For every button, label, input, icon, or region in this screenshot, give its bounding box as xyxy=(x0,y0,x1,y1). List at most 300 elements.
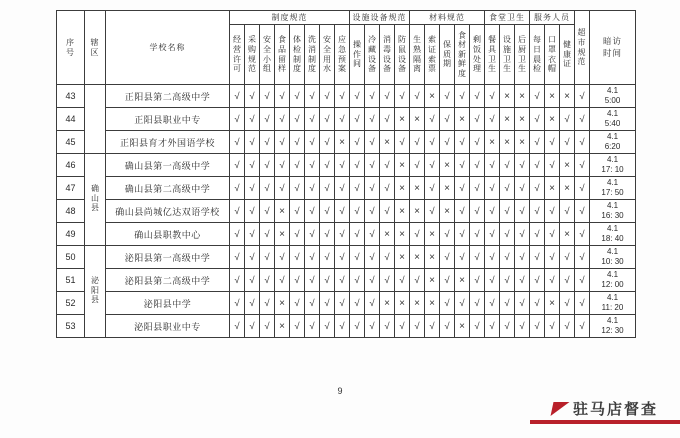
brand-underline-bar xyxy=(530,420,680,424)
row-number: 50 xyxy=(57,246,85,269)
check-mark: √ xyxy=(560,131,575,154)
check-mark: √ xyxy=(575,315,590,338)
check-mark: √ xyxy=(335,154,350,177)
check-mark: √ xyxy=(485,177,500,200)
header-serial-number: 序 号 xyxy=(57,11,85,85)
check-mark: √ xyxy=(260,154,275,177)
check-mark: √ xyxy=(455,246,470,269)
col-header: 洗 消 制 度 xyxy=(305,25,320,85)
check-mark: √ xyxy=(455,223,470,246)
row-number: 52 xyxy=(57,292,85,315)
check-mark: √ xyxy=(455,154,470,177)
cross-mark: × xyxy=(545,85,560,108)
check-mark: √ xyxy=(305,269,320,292)
check-mark: √ xyxy=(560,246,575,269)
check-mark: √ xyxy=(545,223,560,246)
check-mark: √ xyxy=(305,131,320,154)
table-row xyxy=(57,154,636,177)
check-mark: √ xyxy=(230,269,245,292)
col-header: 口 罩 衣 帽 xyxy=(545,25,560,85)
check-mark: √ xyxy=(305,246,320,269)
check-mark: √ xyxy=(380,200,395,223)
col-header: 食 材 新 鲜 度 xyxy=(455,25,470,85)
check-mark: √ xyxy=(320,200,335,223)
cross-mark: × xyxy=(395,246,410,269)
inspection-time: 4.1 18: 40 xyxy=(590,223,636,246)
cross-mark: × xyxy=(395,223,410,246)
cross-mark: × xyxy=(545,108,560,131)
cross-mark: × xyxy=(425,223,440,246)
cross-mark: × xyxy=(395,200,410,223)
check-mark: √ xyxy=(515,269,530,292)
check-mark: √ xyxy=(260,315,275,338)
school-name: 正阳县第二高级中学 xyxy=(106,85,230,108)
school-name: 确山县第二高级中学 xyxy=(106,177,230,200)
table-row xyxy=(57,108,636,131)
check-mark: √ xyxy=(440,315,455,338)
check-mark: √ xyxy=(485,154,500,177)
cross-mark: × xyxy=(455,315,470,338)
check-mark: √ xyxy=(575,177,590,200)
check-mark: √ xyxy=(365,108,380,131)
check-mark: √ xyxy=(500,223,515,246)
check-mark: √ xyxy=(530,108,545,131)
check-mark: √ xyxy=(575,246,590,269)
col-header: 健 康 证 xyxy=(560,25,575,85)
check-mark: √ xyxy=(245,200,260,223)
cross-mark: × xyxy=(425,292,440,315)
check-mark: √ xyxy=(380,85,395,108)
check-mark: √ xyxy=(545,131,560,154)
check-mark: √ xyxy=(335,108,350,131)
check-mark: √ xyxy=(425,108,440,131)
check-mark: √ xyxy=(485,223,500,246)
check-mark: √ xyxy=(230,108,245,131)
check-mark: √ xyxy=(575,154,590,177)
district-cell xyxy=(85,85,106,154)
school-name: 确山县职教中心 xyxy=(106,223,230,246)
check-mark: √ xyxy=(500,246,515,269)
check-mark: √ xyxy=(560,315,575,338)
col-header: 保 质 期 xyxy=(440,25,455,85)
cross-mark: × xyxy=(485,131,500,154)
check-mark: √ xyxy=(545,269,560,292)
check-mark: √ xyxy=(290,131,305,154)
table-row xyxy=(57,131,636,154)
check-mark: √ xyxy=(365,85,380,108)
check-mark: √ xyxy=(260,246,275,269)
check-mark: √ xyxy=(350,292,365,315)
check-mark: √ xyxy=(530,85,545,108)
check-mark: √ xyxy=(320,223,335,246)
table-row xyxy=(57,223,636,246)
check-mark: √ xyxy=(350,154,365,177)
check-mark: √ xyxy=(470,269,485,292)
check-mark: √ xyxy=(275,154,290,177)
check-mark: √ xyxy=(365,269,380,292)
row-number: 43 xyxy=(57,85,85,108)
group-header-service-staff: 服务人员 xyxy=(530,11,575,25)
check-mark: √ xyxy=(440,108,455,131)
check-mark: √ xyxy=(230,154,245,177)
check-mark: √ xyxy=(365,177,380,200)
check-mark: √ xyxy=(230,315,245,338)
check-mark: √ xyxy=(440,292,455,315)
check-mark: √ xyxy=(230,85,245,108)
check-mark: √ xyxy=(260,177,275,200)
row-number: 51 xyxy=(57,269,85,292)
check-mark: √ xyxy=(260,292,275,315)
check-mark: √ xyxy=(260,200,275,223)
check-mark: √ xyxy=(530,177,545,200)
check-mark: √ xyxy=(245,315,260,338)
check-mark: √ xyxy=(485,246,500,269)
check-mark: √ xyxy=(485,200,500,223)
check-mark: √ xyxy=(230,223,245,246)
col-header: 生 熟 隔 离 xyxy=(410,25,425,85)
cross-mark: × xyxy=(425,269,440,292)
header-district: 辖 区 xyxy=(85,11,106,85)
check-mark: √ xyxy=(245,177,260,200)
check-mark: √ xyxy=(470,200,485,223)
group-header-material: 材料规范 xyxy=(410,11,485,25)
check-mark: √ xyxy=(350,85,365,108)
check-mark: √ xyxy=(290,315,305,338)
check-mark: √ xyxy=(320,315,335,338)
check-mark: √ xyxy=(320,246,335,269)
header-school-name: 学校名称 xyxy=(106,11,230,85)
check-mark: √ xyxy=(410,269,425,292)
check-mark: √ xyxy=(245,223,260,246)
check-mark: √ xyxy=(305,315,320,338)
col-header: 防 鼠 设 备 xyxy=(395,25,410,85)
cross-mark: × xyxy=(395,108,410,131)
check-mark: √ xyxy=(530,292,545,315)
check-mark: √ xyxy=(305,223,320,246)
col-header: 冷 藏 设 备 xyxy=(365,25,380,85)
cross-mark: × xyxy=(380,131,395,154)
check-mark: √ xyxy=(275,269,290,292)
check-mark: √ xyxy=(290,292,305,315)
row-number: 45 xyxy=(57,131,85,154)
check-mark: √ xyxy=(365,315,380,338)
cross-mark: × xyxy=(410,177,425,200)
check-mark: √ xyxy=(260,85,275,108)
cross-mark: × xyxy=(410,200,425,223)
red-flag-icon xyxy=(550,402,569,416)
col-header: 索 证 索 票 xyxy=(425,25,440,85)
check-mark: √ xyxy=(320,292,335,315)
check-mark: √ xyxy=(290,154,305,177)
row-number: 53 xyxy=(57,315,85,338)
check-mark: √ xyxy=(365,223,380,246)
check-mark: √ xyxy=(350,200,365,223)
cross-mark: × xyxy=(500,108,515,131)
check-mark: √ xyxy=(500,200,515,223)
cross-mark: × xyxy=(410,246,425,269)
check-mark: √ xyxy=(530,269,545,292)
check-mark: √ xyxy=(575,292,590,315)
cross-mark: × xyxy=(455,269,470,292)
cross-mark: × xyxy=(380,292,395,315)
col-header: 安 全 用 水 xyxy=(320,25,335,85)
check-mark: √ xyxy=(380,269,395,292)
check-mark: √ xyxy=(335,269,350,292)
school-name: 泌阳县中学 xyxy=(106,292,230,315)
check-mark: √ xyxy=(530,223,545,246)
inspection-time: 4.1 5:40 xyxy=(590,108,636,131)
check-mark: √ xyxy=(305,108,320,131)
check-mark: √ xyxy=(395,131,410,154)
inspection-time: 4.1 11: 20 xyxy=(590,292,636,315)
col-header: 消 毒 设 备 xyxy=(380,25,395,85)
check-mark: √ xyxy=(275,85,290,108)
check-mark: √ xyxy=(230,131,245,154)
check-mark: √ xyxy=(290,85,305,108)
check-mark: √ xyxy=(290,177,305,200)
inspection-time: 4.1 12: 00 xyxy=(590,269,636,292)
check-mark: √ xyxy=(320,131,335,154)
check-mark: √ xyxy=(335,223,350,246)
check-mark: √ xyxy=(425,200,440,223)
inspection-time: 4.1 12: 30 xyxy=(590,315,636,338)
cross-mark: × xyxy=(545,292,560,315)
col-header: 餐 具 卫 生 xyxy=(485,25,500,85)
cross-mark: × xyxy=(275,223,290,246)
check-mark: √ xyxy=(410,85,425,108)
check-mark: √ xyxy=(275,177,290,200)
check-mark: √ xyxy=(530,200,545,223)
check-mark: √ xyxy=(470,131,485,154)
check-mark: √ xyxy=(275,131,290,154)
check-mark: √ xyxy=(560,108,575,131)
row-number: 48 xyxy=(57,200,85,223)
check-mark: √ xyxy=(290,223,305,246)
check-mark: √ xyxy=(440,131,455,154)
check-mark: √ xyxy=(425,131,440,154)
cross-mark: × xyxy=(425,246,440,269)
check-mark: √ xyxy=(410,223,425,246)
check-mark: √ xyxy=(365,246,380,269)
cross-mark: × xyxy=(425,85,440,108)
check-mark: √ xyxy=(470,177,485,200)
check-mark: √ xyxy=(485,269,500,292)
col-header: 体 检 制 度 xyxy=(290,25,305,85)
check-mark: √ xyxy=(470,246,485,269)
check-mark: √ xyxy=(245,131,260,154)
check-mark: √ xyxy=(410,131,425,154)
check-mark: √ xyxy=(350,177,365,200)
check-mark: √ xyxy=(425,154,440,177)
check-mark: √ xyxy=(575,269,590,292)
school-name: 确山县第一高级中学 xyxy=(106,154,230,177)
inspection-time: 4.1 17: 50 xyxy=(590,177,636,200)
check-mark: √ xyxy=(350,108,365,131)
check-mark: √ xyxy=(500,292,515,315)
table-row xyxy=(57,315,636,338)
check-mark: √ xyxy=(470,315,485,338)
check-mark: √ xyxy=(260,108,275,131)
check-mark: √ xyxy=(245,246,260,269)
check-mark: √ xyxy=(500,177,515,200)
check-mark: √ xyxy=(575,108,590,131)
check-mark: √ xyxy=(350,223,365,246)
check-mark: √ xyxy=(530,246,545,269)
check-mark: √ xyxy=(515,292,530,315)
check-mark: √ xyxy=(575,131,590,154)
cross-mark: × xyxy=(380,223,395,246)
check-mark: √ xyxy=(410,154,425,177)
cross-mark: × xyxy=(395,292,410,315)
district-cell: 确 山 县 xyxy=(85,154,106,246)
check-mark: √ xyxy=(305,292,320,315)
cross-mark: × xyxy=(560,154,575,177)
cross-mark: × xyxy=(500,131,515,154)
cross-mark: × xyxy=(560,85,575,108)
check-mark: √ xyxy=(530,131,545,154)
check-mark: √ xyxy=(335,200,350,223)
check-mark: √ xyxy=(440,269,455,292)
group-header-facility: 设施设备规范 xyxy=(350,11,410,25)
school-name: 正阳县职业中专 xyxy=(106,108,230,131)
check-mark: √ xyxy=(545,200,560,223)
check-mark: √ xyxy=(320,154,335,177)
col-header: 剩 饭 处 理 xyxy=(470,25,485,85)
cross-mark: × xyxy=(440,200,455,223)
check-mark: √ xyxy=(335,177,350,200)
check-mark: √ xyxy=(575,200,590,223)
cross-mark: × xyxy=(395,177,410,200)
check-mark: √ xyxy=(245,85,260,108)
check-mark: √ xyxy=(230,200,245,223)
inspection-table xyxy=(56,10,636,338)
check-mark: √ xyxy=(365,200,380,223)
cross-mark: × xyxy=(440,177,455,200)
check-mark: √ xyxy=(485,108,500,131)
check-mark: √ xyxy=(500,269,515,292)
check-mark: √ xyxy=(290,269,305,292)
check-mark: √ xyxy=(320,177,335,200)
check-mark: √ xyxy=(560,292,575,315)
check-mark: √ xyxy=(515,154,530,177)
check-mark: √ xyxy=(440,85,455,108)
inspection-time: 4.1 16: 30 xyxy=(590,200,636,223)
table-row xyxy=(57,292,636,315)
check-mark: √ xyxy=(320,269,335,292)
check-mark: √ xyxy=(515,315,530,338)
check-mark: √ xyxy=(305,200,320,223)
check-mark: √ xyxy=(260,269,275,292)
check-mark: √ xyxy=(230,246,245,269)
check-mark: √ xyxy=(455,292,470,315)
check-mark: √ xyxy=(305,177,320,200)
header-supermarket: 超 市 规 范 xyxy=(575,11,590,85)
check-mark: √ xyxy=(515,177,530,200)
check-mark: √ xyxy=(245,269,260,292)
check-mark: √ xyxy=(530,315,545,338)
check-mark: √ xyxy=(515,223,530,246)
check-mark: √ xyxy=(560,269,575,292)
check-mark: √ xyxy=(350,269,365,292)
check-mark: √ xyxy=(470,108,485,131)
check-mark: √ xyxy=(305,154,320,177)
header-group-row xyxy=(57,11,636,25)
check-mark: √ xyxy=(230,177,245,200)
inspection-time: 4.1 5:00 xyxy=(590,85,636,108)
check-mark: √ xyxy=(545,315,560,338)
check-mark: √ xyxy=(545,246,560,269)
district-cell: 泌 阳 县 xyxy=(85,246,106,338)
check-mark: √ xyxy=(350,246,365,269)
check-mark: √ xyxy=(260,131,275,154)
check-mark: √ xyxy=(380,177,395,200)
check-mark: √ xyxy=(470,154,485,177)
school-name: 泌阳县第二高级中学 xyxy=(106,269,230,292)
col-header: 经 营 许 可 xyxy=(230,25,245,85)
row-number: 44 xyxy=(57,108,85,131)
inspection-time: 4.1 10: 30 xyxy=(590,246,636,269)
check-mark: √ xyxy=(380,154,395,177)
check-mark: √ xyxy=(500,154,515,177)
row-number: 47 xyxy=(57,177,85,200)
check-mark: √ xyxy=(440,223,455,246)
cross-mark: × xyxy=(500,85,515,108)
check-mark: √ xyxy=(470,85,485,108)
check-mark: √ xyxy=(290,246,305,269)
cross-mark: × xyxy=(515,131,530,154)
col-header: 后 厨 卫 生 xyxy=(515,25,530,85)
check-mark: √ xyxy=(335,292,350,315)
col-header: 操 作 间 xyxy=(350,25,365,85)
cross-mark: × xyxy=(455,108,470,131)
col-header: 设 施 卫 生 xyxy=(500,25,515,85)
check-mark: √ xyxy=(575,85,590,108)
check-mark: √ xyxy=(335,85,350,108)
cross-mark: × xyxy=(275,315,290,338)
check-mark: √ xyxy=(455,177,470,200)
check-mark: √ xyxy=(485,315,500,338)
check-mark: √ xyxy=(485,292,500,315)
table-row xyxy=(57,269,636,292)
table-row xyxy=(57,85,636,108)
brand-watermark xyxy=(552,398,658,419)
cross-mark: × xyxy=(545,177,560,200)
table-row xyxy=(57,177,636,200)
row-number: 49 xyxy=(57,223,85,246)
col-header: 每 日 晨 检 xyxy=(530,25,545,85)
check-mark: √ xyxy=(500,315,515,338)
cross-mark: × xyxy=(560,223,575,246)
row-number: 46 xyxy=(57,154,85,177)
check-mark: √ xyxy=(260,223,275,246)
check-mark: √ xyxy=(365,131,380,154)
check-mark: √ xyxy=(320,85,335,108)
school-name: 正阳县育才外国语学校 xyxy=(106,131,230,154)
check-mark: √ xyxy=(395,315,410,338)
check-mark: √ xyxy=(575,223,590,246)
check-mark: √ xyxy=(515,246,530,269)
inspection-time: 4.1 6:20 xyxy=(590,131,636,154)
page-number: 9 xyxy=(337,386,343,396)
cross-mark: × xyxy=(275,200,290,223)
cross-mark: × xyxy=(335,131,350,154)
check-mark: √ xyxy=(350,315,365,338)
cross-mark: × xyxy=(395,154,410,177)
col-header: 食 品 留 样 xyxy=(275,25,290,85)
check-mark: √ xyxy=(275,108,290,131)
check-mark: √ xyxy=(335,315,350,338)
check-mark: √ xyxy=(395,269,410,292)
